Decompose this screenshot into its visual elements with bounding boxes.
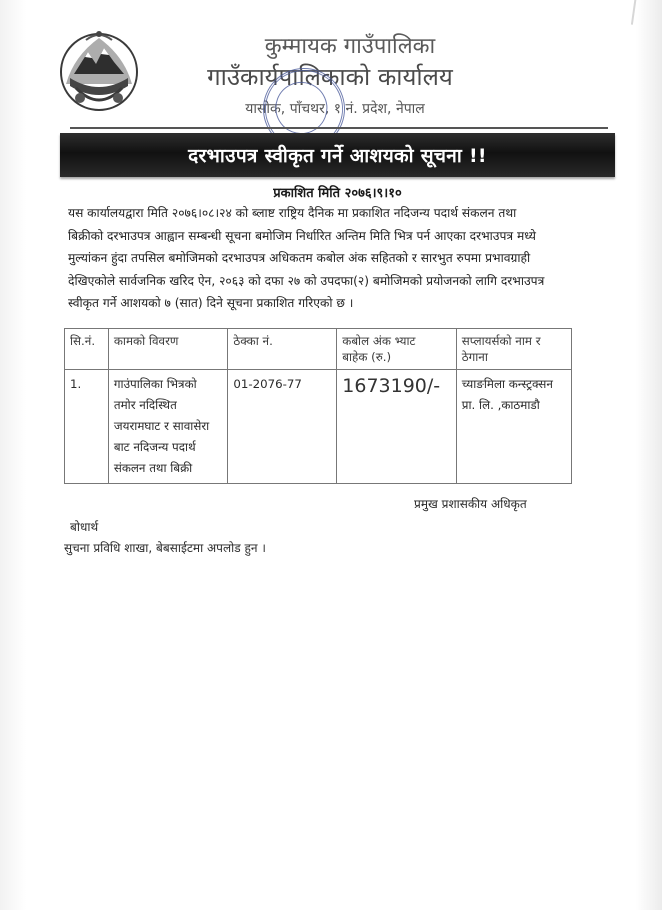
published-date: प्रकाशित मिति २०७६।९।१०	[273, 186, 402, 201]
work-description-line: गाउंपालिका भित्रको	[113, 377, 197, 391]
bid-amount-value: 1673190/-	[342, 375, 441, 397]
tender-table	[64, 328, 572, 484]
header-divider	[70, 127, 608, 129]
cell-supplier	[456, 370, 571, 484]
work-description-line: जयरामघाट र सावासेरा	[113, 419, 210, 433]
notice-title: दरभाउपत्र स्वीकृत गर्ने आशयको सूचना !!	[188, 145, 487, 167]
office-name: गाउँकार्यपालिकाको कार्यालय	[207, 63, 453, 91]
cc-recipient: सुचना प्रविधि शाखा, बेबसाईटमा अपलोड हुन ।	[64, 541, 266, 555]
notice-body-line: यस कार्यालयद्वारा मिति २०७६।०८।२४ को ब्लाष्ट राष्ट्रिय दैनिक मा प्रकाशित नदिजन्य पदार्थ संकलन तथा	[68, 206, 517, 220]
official-seal-inner-ring	[267, 74, 336, 143]
cell-bid-amount	[337, 370, 456, 484]
notice-title-banner	[60, 133, 615, 177]
notice-body-line: बिक्रीको दरभाउपत्र आह्वान सम्बन्धी सूचना बमोजिम निर्धारित अन्तिम मिति भित्र पर्न आएका दरभाउपत्र मध्ये	[68, 228, 536, 243]
cell-work-description	[108, 370, 228, 484]
supplier-line: प्रा. लि. ,काठमाडौ	[461, 398, 540, 412]
supplier-line: च्याङमिला कन्स्ट्रक्सन	[461, 377, 553, 391]
table-header-row	[65, 329, 572, 370]
work-description-line: संकलन तथा बिक्री	[113, 461, 193, 475]
notice-body-line: मुल्यांकन हुंदा तपसिल बमोजिमको दरभाउपत्र अधिकतम कबोल अंक सहितको र सारभुत रुपमा प्रभावग्राही	[68, 251, 531, 265]
work-description-line: बाट नदिजन्य पदार्थ	[113, 440, 196, 454]
header-supplier: सप्लायर्सको नाम र ठेगाना	[456, 329, 571, 370]
table-row	[65, 370, 572, 484]
cc-heading: बोधार्थ	[70, 520, 99, 534]
signatory-title: प्रमुख प्रशासकीय अधिकृत	[414, 497, 527, 511]
header-work-description: कामको विवरण	[108, 329, 228, 370]
office-address: यासोक, पाँचथर, १ नं. प्रदेश, नेपाल	[245, 101, 425, 117]
municipality-name: कुम्मायक गाउँपालिका	[264, 34, 436, 59]
nepal-emblem-logo	[56, 26, 142, 114]
notice-body-line: स्वीकृत गर्ने आशयको ७ (सात) दिने सूचना प्रकाशित गरिएको छ ।	[68, 296, 354, 310]
header-bid-amount	[337, 329, 456, 370]
header-contract-number: ठेक्का नं.	[228, 329, 337, 370]
notice-body-line: देखिएकोले सार्वजनिक खरिद ऐन, २०६३ को दफा २७ को उपदफा(२) बमोजिमको प्रयोजनको लागि दरभाउपत्र	[68, 273, 545, 288]
notice-body	[68, 202, 613, 315]
work-description-line: तमोर नदिस्थित	[113, 398, 177, 412]
cell-serial-number: 1.	[65, 370, 109, 484]
header-bid-amount-line: बाहेक (रु.)	[342, 350, 392, 364]
cell-contract-number: 01-2076-77	[228, 370, 337, 484]
header-bid-amount-line: कबोल अंक भ्याट	[342, 334, 416, 348]
header-serial-number: सि.नं.	[65, 329, 109, 370]
